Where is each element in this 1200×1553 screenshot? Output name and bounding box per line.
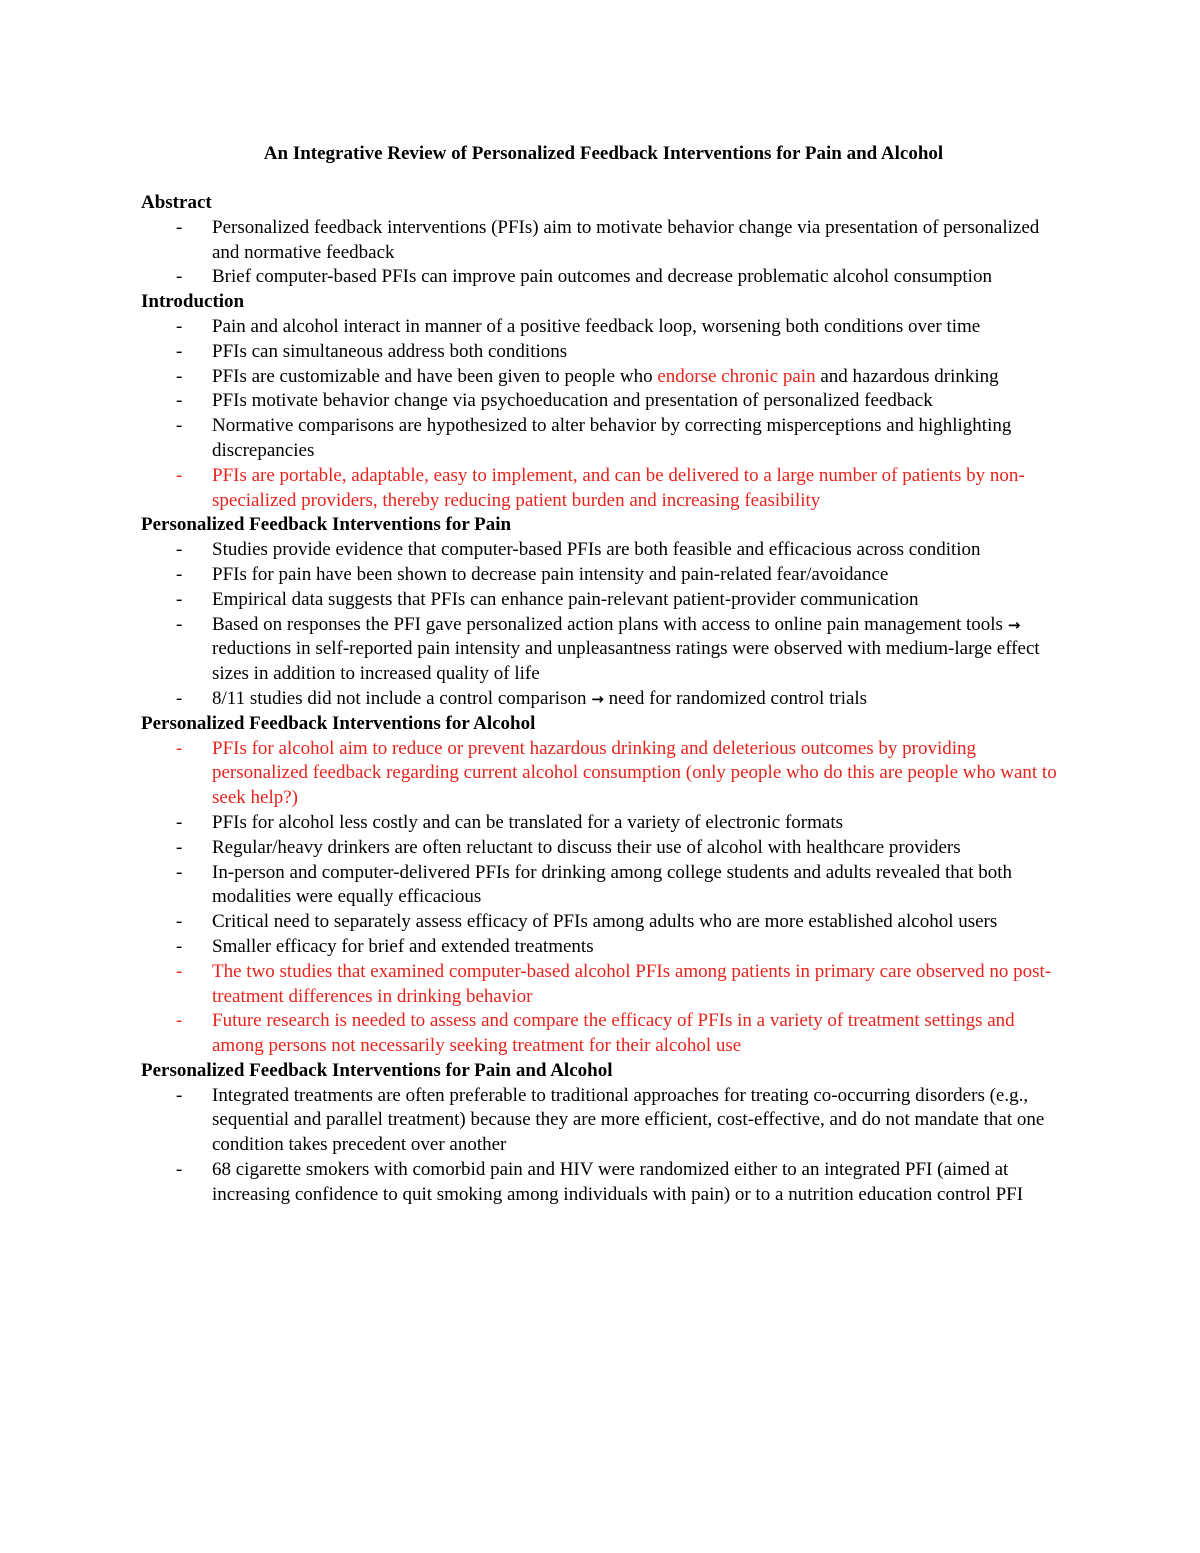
- item-text: PFIs for pain have been shown to decrease pain intensity and pain-related fear/avoidance: [212, 563, 889, 585]
- section-heading: Personalized Feedback Interventions for Alcohol: [141, 712, 536, 734]
- item-text: Brief computer-based PFIs can improve pain outcomes and decrease problematic alcohol consumption: [212, 266, 992, 288]
- list-item: [141, 588, 1066, 613]
- item-text: PFIs can simultaneous address both conditions: [212, 340, 568, 362]
- list-item: [141, 836, 1066, 861]
- list-item: [141, 687, 1066, 712]
- item-text: Studies provide evidence that computer-based PFIs are both feasible and efficacious across condition: [212, 539, 981, 561]
- dash-bullet: -: [176, 588, 183, 610]
- item-text: Integrated treatments are often preferable to traditional approaches for treating co-occurring disorders (e.g., sequential and parallel treatment) because they are more efficient, cost-effective, and do not mandate that one condition takes precedent over another: [212, 1084, 1045, 1156]
- section-heading: Personalized Feedback Interventions for Pain: [141, 514, 512, 536]
- arrow-right-icon: →: [591, 689, 604, 708]
- item-text: need for randomized control trials: [603, 687, 868, 709]
- dash-bullet: -: [176, 836, 183, 858]
- dash-bullet: -: [176, 315, 183, 337]
- item-text: Empirical data suggests that PFIs can enhance pain-relevant patient-provider communication: [212, 588, 919, 610]
- list-item: [141, 340, 1066, 365]
- section-heading: Personalized Feedback Interventions for Pain and Alcohol: [141, 1059, 613, 1081]
- highlighted-text: PFIs are portable, adaptable, easy to implement, and can be delivered to a large number of patients by non-specialized providers, thereby reducing patient burden and increasing feasibility: [212, 464, 1025, 511]
- dash-bullet: -: [176, 390, 183, 412]
- item-text: Smaller efficacy for brief and extended treatments: [212, 935, 594, 957]
- dash-bullet: -: [176, 365, 183, 387]
- list-item: [141, 464, 1066, 514]
- dash-bullet: -: [176, 861, 183, 883]
- item-text: Personalized feedback interventions (PFIs) aim to motivate behavior change via presentation of personalized and normative feedback: [212, 216, 1040, 263]
- section-heading: Abstract: [141, 192, 212, 213]
- dash-bullet: -: [176, 216, 183, 238]
- list-item: [141, 1158, 1066, 1208]
- bullet-list: [141, 315, 1066, 513]
- item-text: Regular/heavy drinkers are often reluctant to discuss their use of alcohol with healthcare providers: [212, 836, 961, 858]
- bullet-list: [141, 216, 1066, 290]
- list-item: [141, 1009, 1066, 1059]
- list-item: [141, 315, 1066, 340]
- bullet-list: [141, 1084, 1066, 1208]
- item-text: reductions in self-reported pain intensity and unpleasantness ratings were observed with medium-large effect sizes in addition to increased quality of life: [212, 638, 1040, 685]
- dash-bullet: -: [176, 415, 183, 437]
- dash-bullet: -: [176, 687, 183, 709]
- highlighted-text: endorse chronic pain: [657, 365, 816, 387]
- list-item: [141, 1084, 1066, 1158]
- item-text: 8/11 studies did not include a control comparison: [212, 687, 592, 709]
- dash-bullet: -: [176, 266, 183, 288]
- item-text: In-person and computer-delivered PFIs for drinking among college students and adults revealed that both modalities were equally efficacious: [212, 861, 1013, 908]
- list-item: [141, 861, 1066, 911]
- dash-bullet: -: [176, 1159, 183, 1181]
- item-text: PFIs are customizable and have been given to people who: [212, 365, 658, 387]
- item-text: PFIs motivate behavior change via psychoeducation and presentation of personalized feedback: [212, 390, 933, 412]
- dash-bullet: -: [176, 1084, 183, 1106]
- item-text: Normative comparisons are hypothesized to alter behavior by correcting misperceptions and highlighting discrepancies: [212, 415, 1012, 461]
- document-body: [141, 191, 1066, 1208]
- dash-bullet: -: [176, 1010, 183, 1032]
- item-text: PFIs for alcohol less costly and can be translated for a variety of electronic formats: [212, 811, 844, 833]
- list-item: [141, 414, 1066, 464]
- dash-bullet: -: [176, 340, 183, 362]
- highlighted-text: PFIs for alcohol aim to reduce or prevent hazardous drinking and deleterious outcomes by providing personalized feedback regarding current alcohol consumption (only people who do this are people who want to seek help?): [212, 737, 1057, 809]
- item-text: Based on responses the PFI gave personalized action plans with access to online pain management tools: [212, 613, 1008, 635]
- bullet-list: [141, 737, 1066, 1059]
- bullet-list: [141, 538, 1066, 712]
- list-item: [141, 613, 1066, 687]
- list-item: [141, 960, 1066, 1010]
- list-item: [141, 563, 1066, 588]
- highlighted-text: Future research is needed to assess and compare the efficacy of PFIs in a variety of treatment settings and among persons not necessarily seeking treatment for their alcohol use: [212, 1010, 1015, 1057]
- list-item: [141, 811, 1066, 836]
- item-text: Pain and alcohol interact in manner of a positive feedback loop, worsening both conditions over time: [212, 315, 981, 337]
- dash-bullet: -: [176, 737, 183, 759]
- dash-bullet: -: [176, 464, 183, 486]
- dash-bullet: -: [176, 613, 183, 635]
- highlighted-text: The two studies that examined computer-based alcohol PFIs among patients in primary care observed no post-treatment differences in drinking behavior: [212, 960, 1052, 1007]
- list-item: [141, 737, 1066, 811]
- list-item: [141, 365, 1066, 390]
- dash-bullet: -: [176, 539, 183, 561]
- dash-bullet: -: [176, 960, 183, 982]
- list-item: [141, 538, 1066, 563]
- list-item: [141, 389, 1066, 414]
- item-text: Critical need to separately assess efficacy of PFIs among adults who are more established alcohol users: [212, 911, 998, 933]
- item-text: 68 cigarette smokers with comorbid pain and HIV were randomized either to an integrated PFI (aimed at increasing confidence to quit smoking among individuals with pain) or to a nutrition education control PFI: [212, 1159, 1024, 1205]
- list-item: [141, 910, 1066, 935]
- document-title: An Integrative Review of Personalized Feedback Interventions for Pain and Alcohol: [263, 143, 944, 164]
- dash-bullet: -: [176, 563, 183, 585]
- dash-bullet: -: [176, 911, 183, 933]
- arrow-right-icon: →: [1007, 615, 1021, 634]
- list-item: [141, 265, 1066, 290]
- section-heading: Introduction: [141, 291, 245, 313]
- dash-bullet: -: [176, 935, 183, 957]
- list-item: [141, 216, 1066, 266]
- document-page: [141, 141, 1066, 1208]
- list-item: [141, 935, 1066, 960]
- dash-bullet: -: [176, 811, 183, 833]
- item-text: and hazardous drinking: [815, 365, 999, 387]
